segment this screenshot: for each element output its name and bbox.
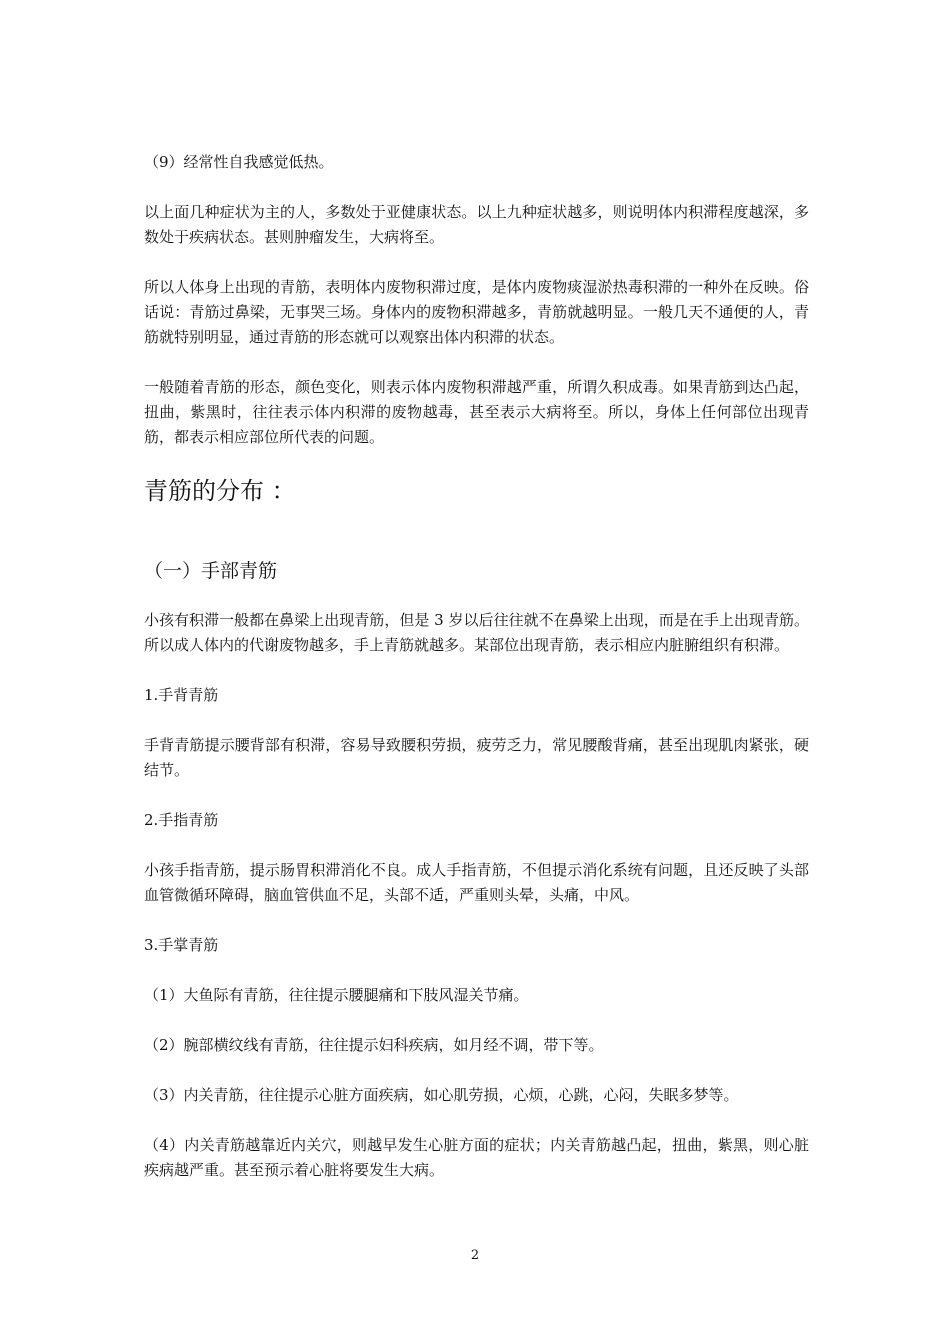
heading-hand-veins: （一）手部青筋 — [144, 560, 278, 582]
paragraph-symptom-9: （9）经常性自我感觉低热。 — [144, 153, 334, 171]
list-item-palm-4: （4）内关青筋越靠近内关穴，则越早发生心脏方面的症状；内关青筋越凸起，扭曲，紫黑，则心脏疾病越严重。甚至预示着心脏将要发生大病。 — [144, 1136, 809, 1179]
paragraph-subhealth: 以上面几种症状为主的人，多数处于亚健康状态。以上九种症状越多，则说明体内积滞程度越深，多数处于疾病状态。甚则肿瘤发生，大病将至。 — [144, 203, 809, 246]
paragraph-finger: 小孩手指青筋，提示肠胃积滞消化不良。成人手指青筋，不但提示消化系统有问题，且还反映了头部血管微循环障碍，脑血管供血不足，头部不适，严重则头晕，头痛，中风。 — [144, 861, 809, 904]
list-item-palm-2: （2）腕部横纹线有青筋，往往提示妇科疾病，如月经不调，带下等。 — [144, 1036, 604, 1054]
page-content — [144, 150, 809, 1208]
paragraph-veins-meaning: 所以人体身上出现的青筋，表明体内废物积滞过度，是体内废物痰湿淤热毒积滞的一种外在反映。俗话说：青筋过鼻梁，无事哭三场。身体内的废物积滞越多，青筋就越明显。一般几天不通便的人，青筋就特别明显，通过青筋的形态就可以观察出体内积滞的状态。 — [144, 278, 809, 346]
subheading-back-of-hand: 1.手背青筋 — [144, 686, 219, 704]
paragraph-veins-change: 一般随着青筋的形态，颜色变化，则表示体内废物积滞越严重，所谓久积成毒。如果青筋到达凸起，扭曲，紫黑时，往往表示体内积滞的废物越毒，甚至表示大病将至。所以，身体上任何部位出现青筋，都表示相应部位所代表的问题。 — [144, 378, 809, 446]
page-number: 2 — [470, 1248, 480, 1263]
subheading-palm: 3.手掌青筋 — [144, 936, 219, 954]
list-item-palm-3: （3）内关青筋，往往提示心脏方面疾病，如心肌劳损，心烦，心跳，心闷，失眠多梦等。 — [144, 1086, 739, 1104]
list-item-palm-1: （1）大鱼际有青筋，往往提示腰腿痛和下肢风湿关节痛。 — [144, 986, 529, 1004]
subheading-finger: 2.手指青筋 — [144, 811, 219, 829]
paragraph-back-of-hand: 手背青筋提示腰背部有积滞，容易导致腰积劳损，疲劳乏力，常见腰酸背痛，甚至出现肌肉紧张，硬结节。 — [144, 736, 809, 779]
paragraph-children-veins: 小孩有积滞一般都在鼻梁上出现青筋，但是 3 岁以后往往就不在鼻梁上出现，而是在手上出现青筋。所以成人体内的代谢废物越多，手上青筋就越多。某部位出现青筋，表示相应内脏腑组织有积滞。 — [144, 611, 809, 654]
heading-veins-distribution: 青筋的分布 ： — [144, 477, 296, 505]
